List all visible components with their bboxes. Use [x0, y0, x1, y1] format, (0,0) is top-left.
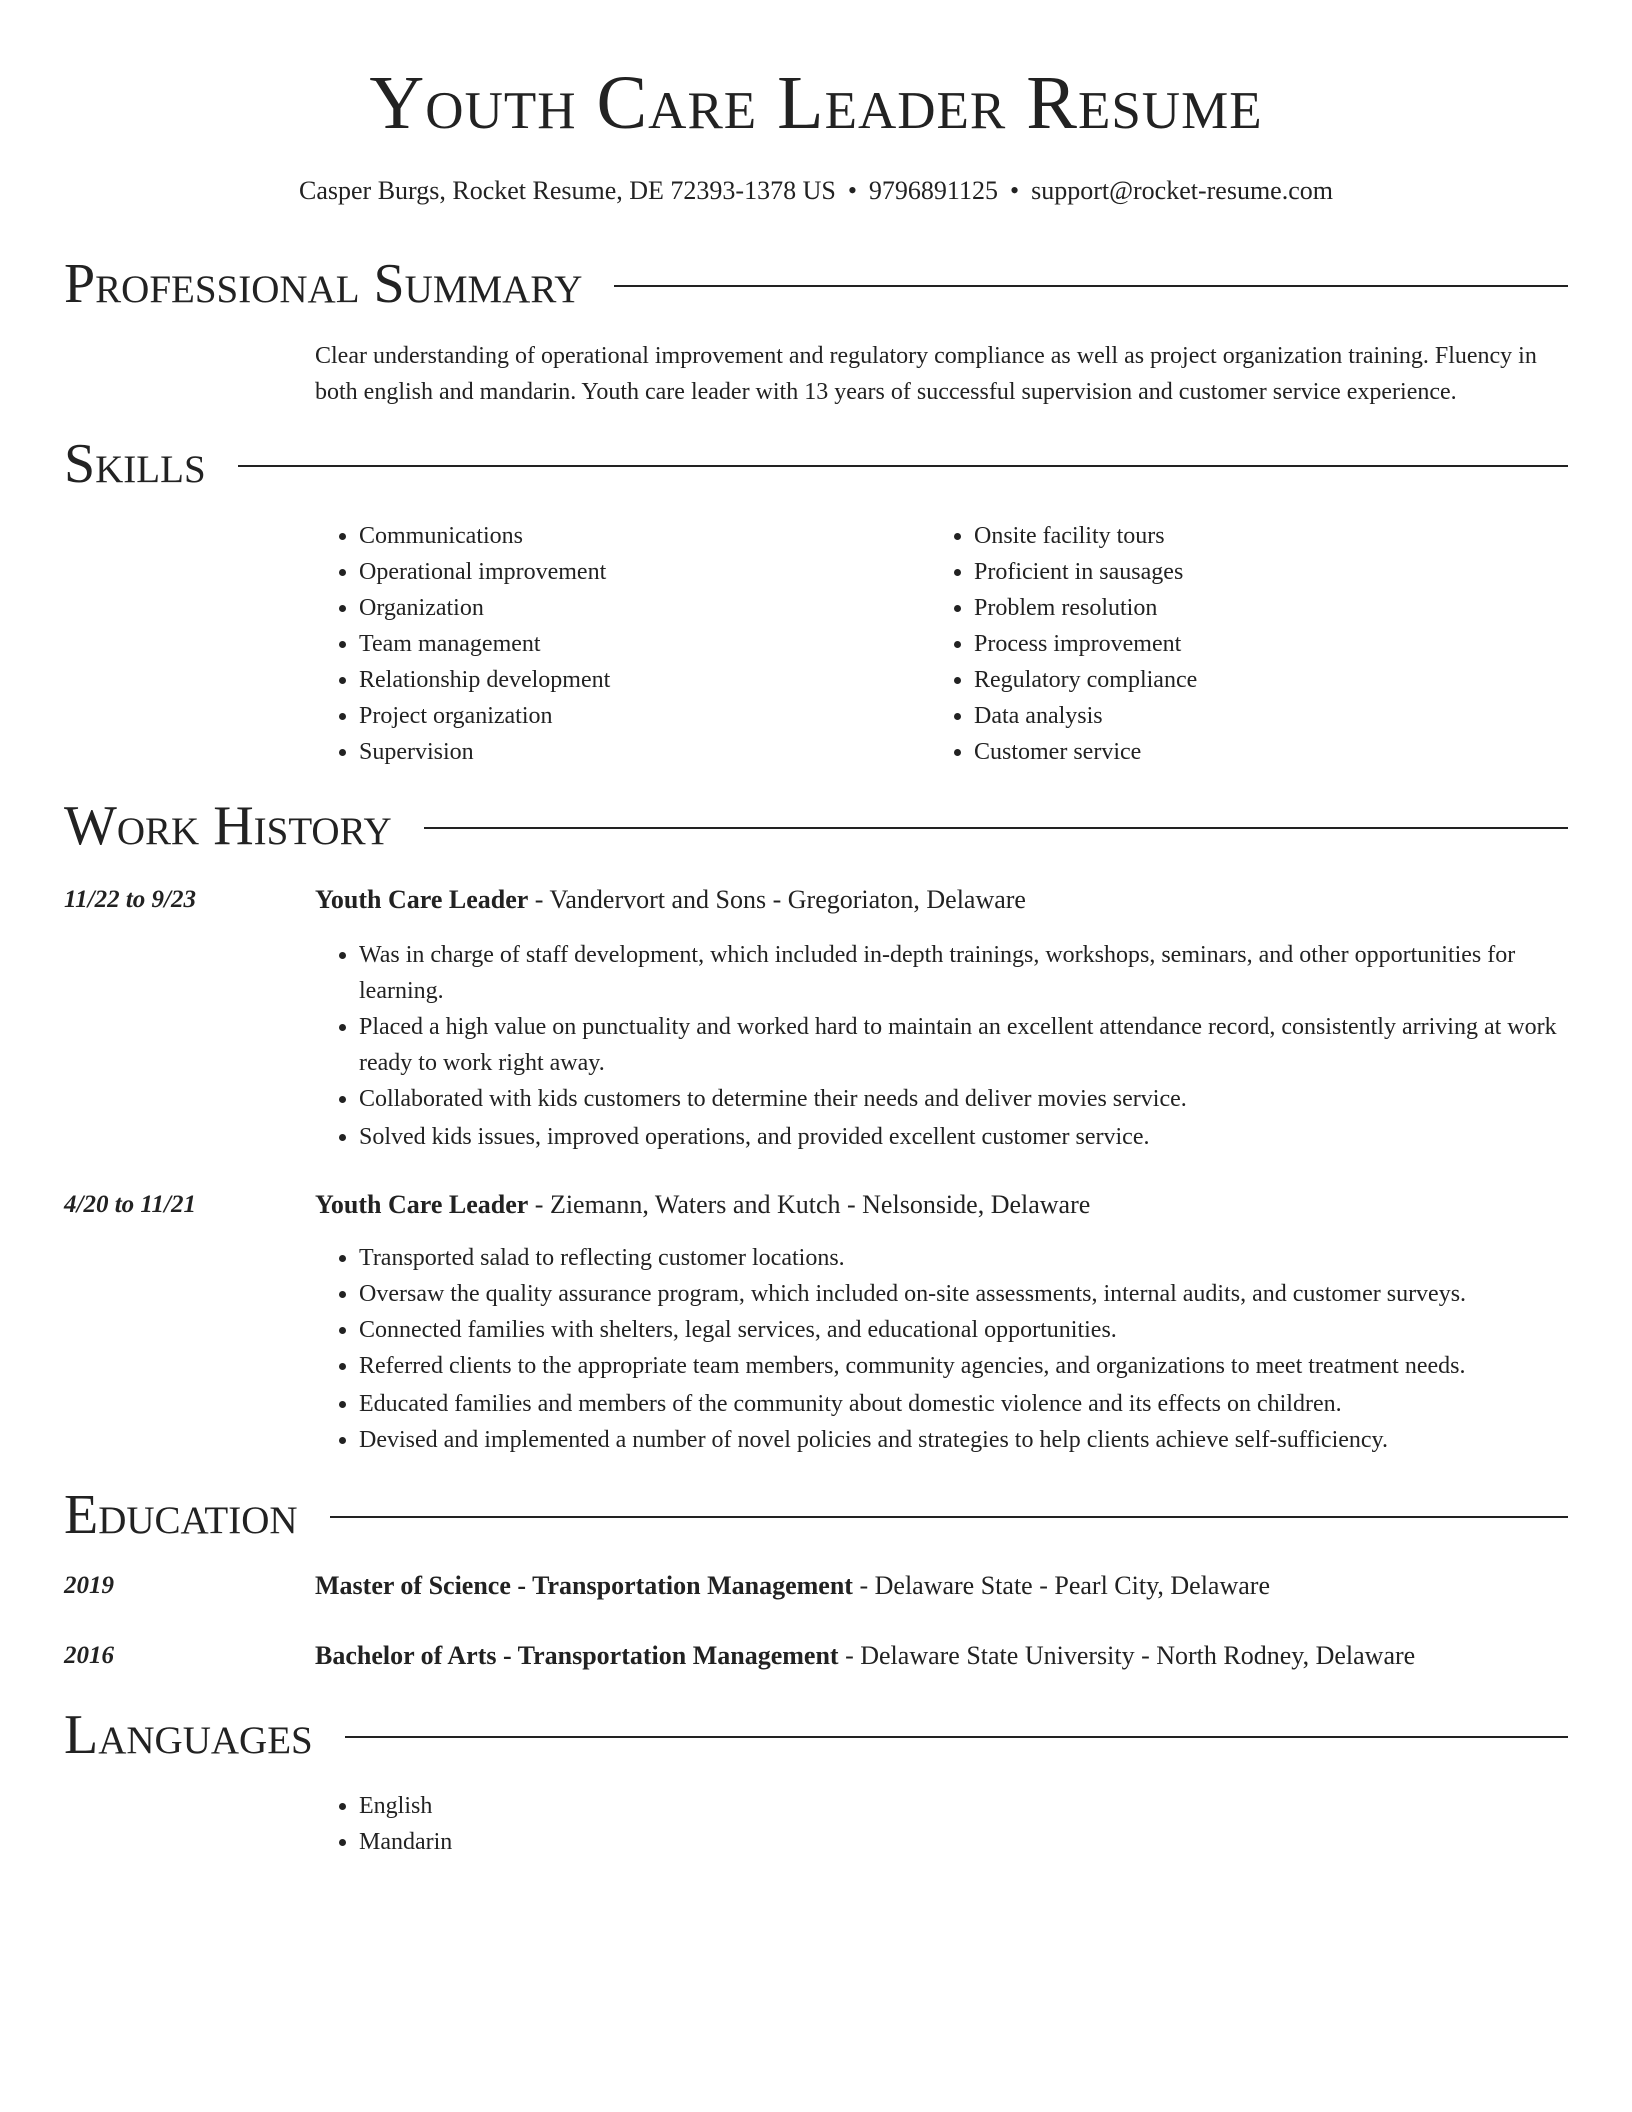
section-divider	[238, 465, 1568, 467]
list-item: • Placed a high value on punctuality and worked hard to maintain an excellent attendance record, consistently arriving at work ready to work right away.	[359, 1009, 1570, 1081]
list-item: • Relationship development	[359, 662, 915, 698]
job-title: Youth Care Leader	[315, 1190, 529, 1219]
list-item: • Solved kids issues, improved operations, and provided excellent customer service.	[359, 1119, 1570, 1155]
list-item: • Mandarin	[359, 1824, 1570, 1860]
list-item: • Devised and implemented a number of novel policies and strategies to help clients achieve self-sufficiency.	[359, 1422, 1570, 1458]
job-details: - Ziemann, Waters and Kutch - Nelsonside, Delaware	[528, 1190, 1091, 1219]
list-item: • Educated families and members of the community about domestic violence and its effects on children.	[359, 1386, 1570, 1422]
section-divider	[345, 1736, 1568, 1738]
work-dates: 11/22 to 9/23	[64, 886, 196, 913]
list-item: • Collaborated with kids customers to determine their needs and deliver movies service.	[359, 1081, 1570, 1117]
section-header-work	[64, 794, 1568, 858]
languages-list	[315, 1788, 1570, 1860]
skills-column-left	[315, 518, 915, 770]
education-heading	[315, 1638, 1415, 1674]
summary-text: Clear understanding of operational improvement and regulatory compliance as well as project organization training. Fluency in both english and mandarin. Youth care leader with 13 years of successful supervision and customer service experience.	[315, 343, 1537, 405]
degree: Bachelor of Arts - Transportation Management	[315, 1641, 839, 1670]
education-year: 2016	[64, 1642, 114, 1669]
section-divider	[330, 1516, 1568, 1518]
list-item: • Connected families with shelters, legal services, and educational opportunities.	[359, 1312, 1570, 1348]
work-bullets	[315, 1240, 1570, 1458]
list-item: • Referred clients to the appropriate team members, community agencies, and organizations to meet treatment needs.	[359, 1348, 1570, 1384]
skills-column-right	[930, 518, 1530, 770]
list-item: • Problem resolution	[974, 590, 1530, 626]
contact-line	[0, 174, 1632, 208]
skills-list-right	[930, 518, 1530, 770]
section-divider	[424, 827, 1568, 829]
contact-separator: •	[1009, 176, 1020, 205]
section-divider	[614, 285, 1568, 287]
list-item: • Data analysis	[974, 698, 1530, 734]
list-item: • Communications	[359, 518, 915, 554]
job-details: - Vandervort and Sons - Gregoriaton, Delaware	[528, 885, 1026, 914]
section-title-languages: Languages	[64, 1704, 313, 1766]
list-item: • Customer service	[974, 734, 1530, 770]
list-item: • Proficient in sausages	[974, 554, 1530, 590]
school-details: - Delaware State - Pearl City, Delaware	[852, 1571, 1270, 1600]
degree: Master of Science - Transportation Management	[315, 1571, 853, 1600]
section-header-skills	[64, 432, 1568, 496]
list-item: • Process improvement	[974, 626, 1530, 662]
section-header-languages	[64, 1703, 1568, 1767]
section-title-skills: Skills	[64, 433, 206, 495]
contact-address: Casper Burgs, Rocket Resume, DE 72393-1378 US	[299, 176, 836, 205]
section-header-summary	[64, 252, 1568, 316]
skills-list-left	[315, 518, 915, 770]
list-item: • Onsite facility tours	[974, 518, 1530, 554]
section-header-education	[64, 1483, 1568, 1547]
list-item: • Transported salad to reflecting customer locations.	[359, 1240, 1570, 1276]
contact-phone: 9796891125	[868, 176, 998, 205]
contact-separator: •	[847, 176, 857, 205]
work-heading	[315, 1187, 1090, 1223]
resume-title: Youth Care Leader Resume	[369, 61, 1263, 145]
list-item: • Operational improvement	[359, 554, 915, 590]
section-title-summary: Professional Summary	[64, 253, 583, 315]
list-item: • English	[359, 1788, 1570, 1824]
work-bullets	[315, 937, 1570, 1155]
list-item: • Oversaw the quality assurance program, which included on-site assessments, internal audits, and customer surveys.	[359, 1276, 1570, 1312]
contact-email: support@rocket-resume.com	[1031, 176, 1333, 205]
job-title: Youth Care Leader	[315, 885, 529, 914]
work-heading	[315, 882, 1026, 918]
list-item: • Regulatory compliance	[974, 662, 1530, 698]
section-title-education: Education	[64, 1484, 298, 1546]
list-item: • Supervision	[359, 734, 915, 770]
list-item: • Was in charge of staff development, which included in-depth trainings, workshops, seminars, and other opportunities for learning.	[359, 937, 1570, 1009]
list-item: • Project organization	[359, 698, 915, 734]
list-item: • Organization	[359, 590, 915, 626]
work-dates: 4/20 to 11/21	[64, 1191, 196, 1218]
education-year: 2019	[64, 1572, 114, 1599]
section-title-work: Work History	[64, 795, 392, 857]
education-heading	[315, 1568, 1270, 1604]
list-item: • Team management	[359, 626, 915, 662]
school-details: - Delaware State University - North Rodney, Delaware	[838, 1641, 1416, 1670]
